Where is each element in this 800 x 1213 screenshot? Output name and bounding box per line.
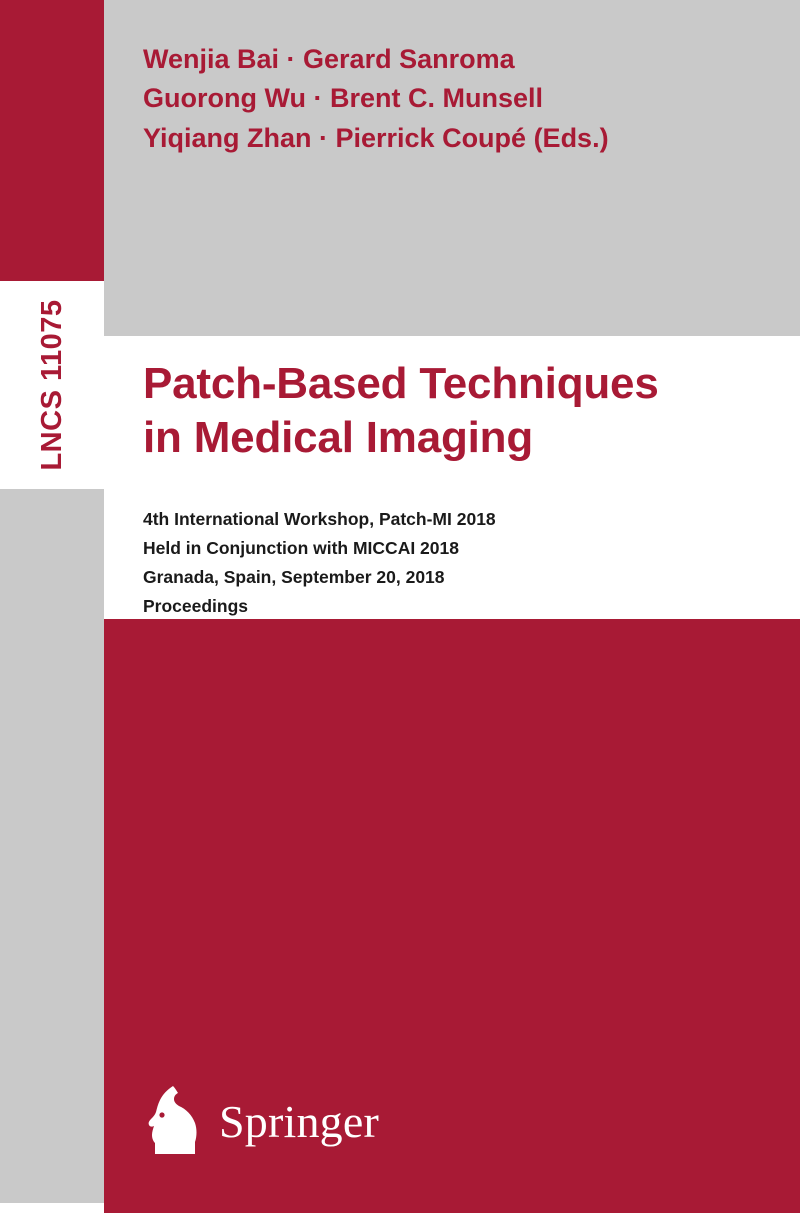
subtitle-line-4: Proceedings xyxy=(143,596,249,617)
cover-bottom-edge-inner xyxy=(104,1203,800,1213)
spine-top-block xyxy=(0,0,104,281)
page-title xyxy=(143,357,773,465)
series-label: LNCS 11075 xyxy=(35,299,68,471)
subtitle-line-1: 4th International Workshop, Patch-MI 2018 xyxy=(143,509,496,529)
subtitle-block xyxy=(143,505,773,621)
spine-lower-block xyxy=(0,619,104,1213)
publisher-logo xyxy=(143,1084,379,1158)
publisher-name: Springer xyxy=(219,1095,380,1147)
authors-line-3: Yiqiang Zhan · Pierrick Coupé (Eds.) xyxy=(143,122,609,153)
title-line-1: Patch-Based Techniques xyxy=(143,359,659,408)
springer-knight-icon xyxy=(143,1084,205,1158)
authors-line-1: Wenjia Bai · Gerard Sanroma xyxy=(143,44,515,74)
authors-line-2: Guorong Wu · Brent C. Munsell xyxy=(143,83,543,114)
title-line-2: in Medical Imaging xyxy=(143,413,534,463)
authors-block xyxy=(143,40,763,158)
subtitle-line-2: Held in Conjunction with MICCAI 2018 xyxy=(143,538,459,559)
spine-gray-block xyxy=(0,489,104,619)
subtitle-line-3: Granada, Spain, September 20, 2018 xyxy=(143,567,445,588)
